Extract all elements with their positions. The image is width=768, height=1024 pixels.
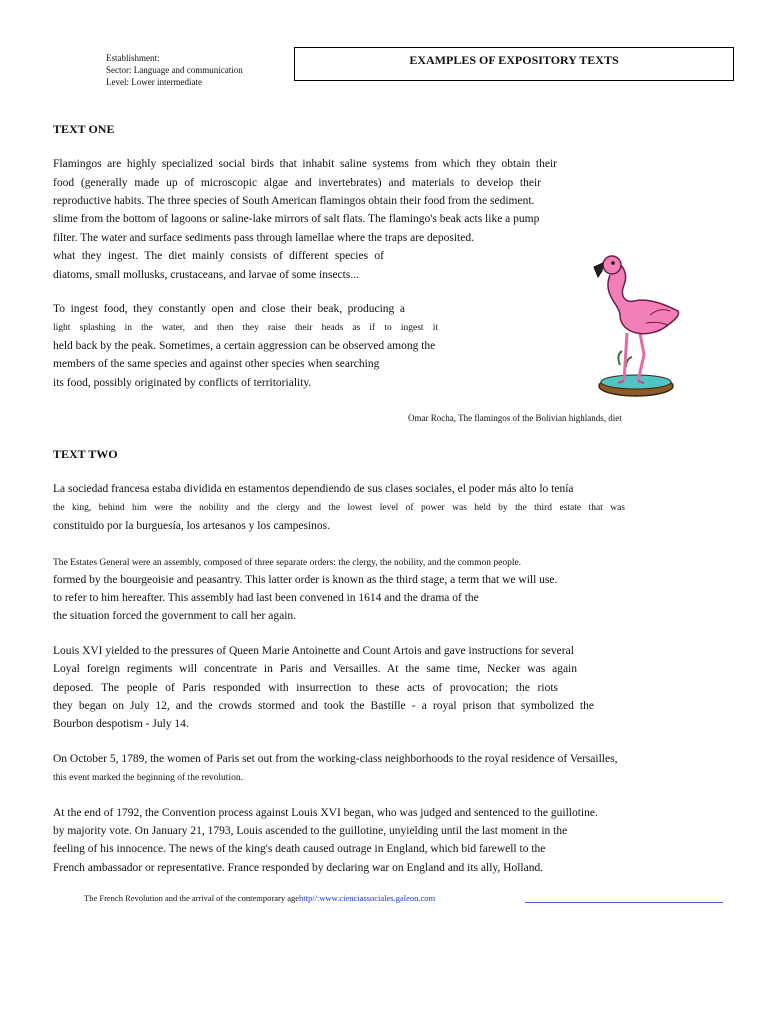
footer-source-text: The French Revolution and the arrival of the contemporary age	[84, 893, 300, 903]
text-two-line: deposed. The people of Paris responded with insurrection to these acts of provocation; the riots	[53, 682, 558, 694]
text-one-line: To ingest food, they constantly open and close their beak, producing a	[53, 303, 405, 315]
footer-link-rule	[525, 902, 723, 903]
text-one-line: Flamingos are highly specialized social birds that inhabit saline systems from which they obtain their	[53, 158, 557, 170]
footer-link[interactable]: http//:www.cienciassociales.galeon.com	[299, 893, 436, 903]
text-one-line: food (generally made up of microscopic algae and invertebrates) and materials to develop their	[53, 177, 541, 189]
text-two-heading: TEXT TWO	[53, 447, 118, 461]
text-one-line: reproductive habits. The three species of South American flamingos obtain their food from the sediment.	[53, 195, 535, 207]
text-two-line: At the end of 1792, the Convention process against Louis XVI began, who was judged and sentenced to the guillotine.	[53, 807, 598, 819]
text-one-line: diatoms, small mollusks, crustaceans, and larvae of some insects...	[53, 269, 359, 281]
document-title: EXAMPLES OF EXPOSITORY TEXTS	[409, 53, 619, 67]
text-two-line: Louis XVI yielded to the pressures of Queen Marie Antoinette and Count Artois and gave instructions for several	[53, 645, 574, 657]
flamingo-illustration	[580, 245, 692, 405]
header-sector: Sector: Language and communication	[106, 65, 243, 75]
text-two-line: Loyal foreign regiments will concentrate in Paris and Versailles. At the same time, Necker was again	[53, 663, 577, 675]
text-two-line: the situation forced the government to call her again.	[53, 610, 297, 622]
header-level: Level: Lower intermediate	[106, 77, 202, 87]
text-two-line: formed by the bourgeoisie and peasantry. This latter order is known as the third stage, a term that we will use.	[53, 574, 558, 586]
footer-source	[84, 893, 435, 903]
text-one-caption: Omar Rocha, The flamingos of the Bolivian highlands, diet	[408, 413, 622, 423]
text-two-line: feeling of his innocence. The news of the king's death caused outrage in England, which bid farewell to the	[53, 843, 546, 855]
text-two-line: The Estates General were an assembly, composed of three separate orders: the clergy, the nobility, and the common people.	[53, 558, 522, 568]
text-two-line: by majority vote. On January 21, 1793, Louis ascended to the guillotine, unyielding until the last moment in the	[53, 825, 568, 837]
text-one-line: its food, possibly originated by conflicts of territoriality.	[53, 377, 312, 389]
text-two-line: On October 5, 1789, the women of Paris set out from the working-class neighborhoods to the royal residence of Versailles,	[53, 753, 618, 765]
text-one-line: held back by the peak. Sometimes, a certain aggression can be observed among the	[53, 340, 436, 352]
text-two-line: constituido por la burguesía, los artesanos y los campesinos.	[53, 520, 331, 532]
text-one-line: light splashing in the water, and then they raise their heads as if to ingest it	[53, 323, 438, 333]
text-one-heading: TEXT ONE	[53, 122, 115, 136]
text-two-line: they began on July 12, and the crowds stormed and took the Bastille - a royal prison that symbolized the	[53, 700, 594, 712]
title-box	[294, 47, 734, 81]
text-one-line: slime from the bottom of lagoons or saline-lake mirrors of salt flats. The flamingo's beak acts like a pump	[53, 213, 540, 225]
text-two-line: Bourbon despotism - July 14.	[53, 718, 189, 730]
text-one-line: filter. The water and surface sediments pass through lamellae where the traps are deposited.	[53, 232, 474, 244]
header-establishment: Establishment:	[106, 53, 160, 63]
text-two-line: the king, behind him were the nobility and the clergy and the lowest level of power was held by the third estate that was	[53, 503, 625, 513]
text-one-line: members of the same species and against other species when searching	[53, 358, 380, 370]
text-one-line: what they ingest. The diet mainly consists of different species of	[53, 250, 384, 262]
text-two-line: La sociedad francesa estaba dividida en estamentos dependiendo de sus clases sociales, el poder más alto lo tenía	[53, 483, 574, 495]
text-two-line: this event marked the beginning of the revolution.	[53, 773, 243, 783]
text-two-line: French ambassador or representative. France responded by declaring war on England and its ally, Holland.	[53, 862, 544, 874]
text-two-line: to refer to him hereafter. This assembly had last been convened in 1614 and the drama of the	[53, 592, 479, 604]
